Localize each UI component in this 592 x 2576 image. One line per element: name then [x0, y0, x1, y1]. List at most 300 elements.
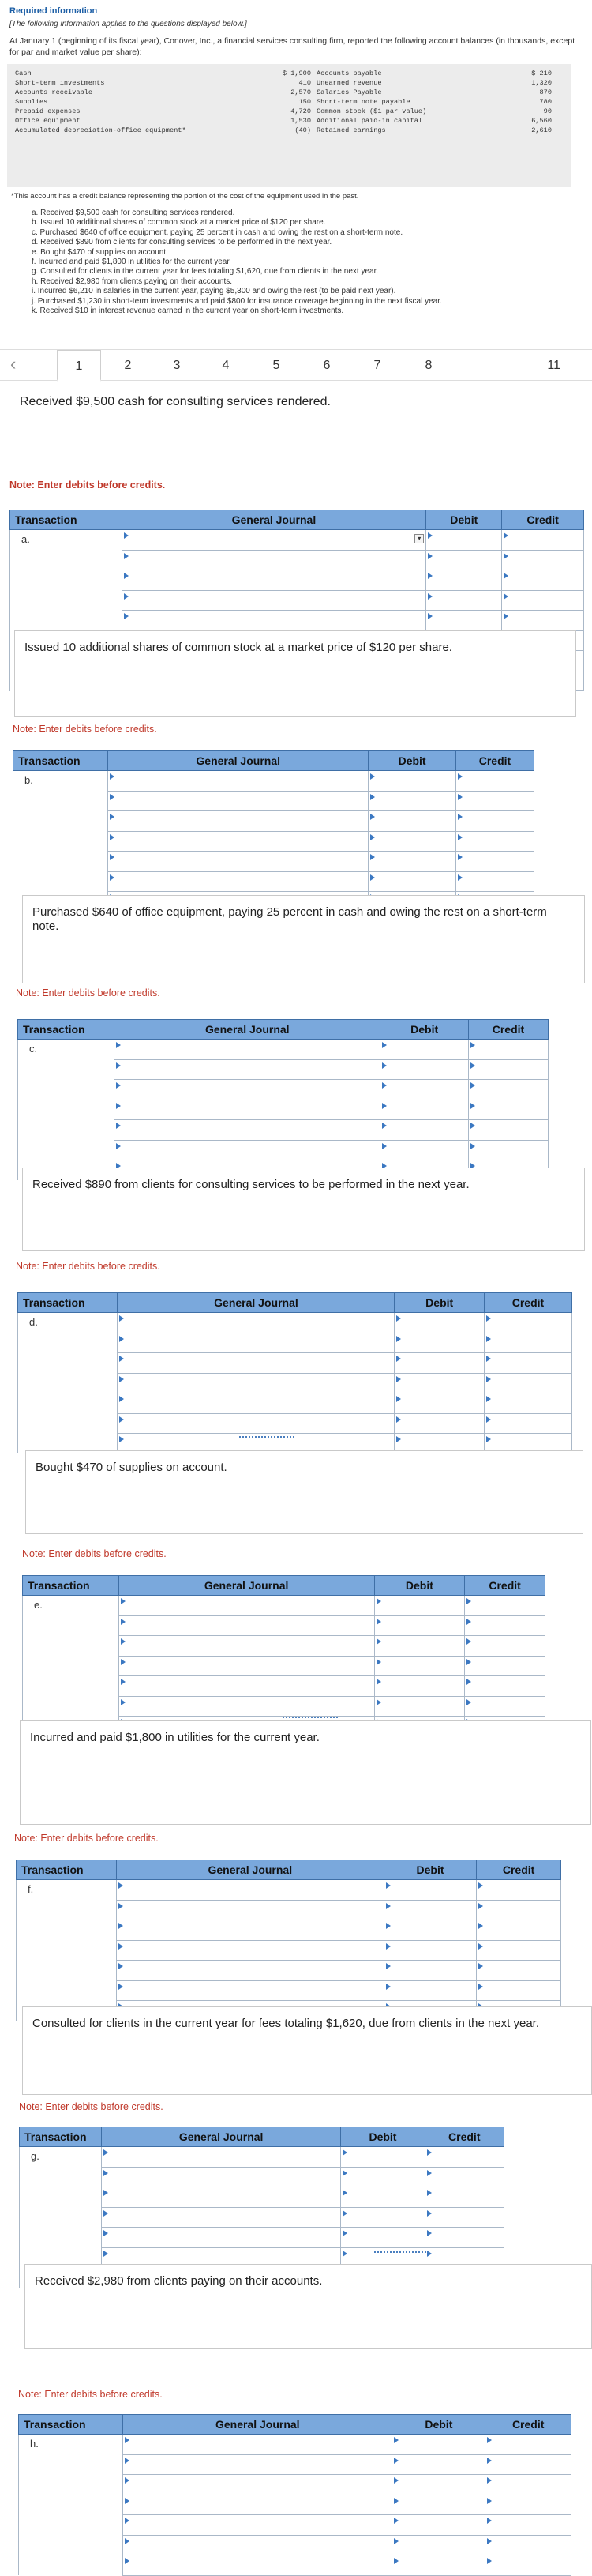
- transaction-label: [20, 2207, 102, 2228]
- debit-input[interactable]: [426, 611, 502, 631]
- debit-input[interactable]: [369, 831, 456, 852]
- transaction-label: [18, 1373, 118, 1393]
- transaction-label: [20, 2167, 102, 2187]
- transaction-tab-navigation: [0, 349, 592, 381]
- credit-header: Credit: [484, 1293, 571, 1313]
- account-select[interactable]: [114, 1120, 380, 1141]
- debit-input[interactable]: [426, 570, 502, 591]
- debit-input[interactable]: [426, 530, 502, 551]
- journal-row: [10, 550, 584, 570]
- transaction-label: [13, 831, 108, 852]
- debit-input[interactable]: [369, 871, 456, 892]
- transaction-label: [19, 2535, 123, 2555]
- journal-row: [18, 1313, 572, 1333]
- debits-before-credits-note: Note: Enter debits before credits.: [22, 1548, 167, 1559]
- transaction-header: Transaction: [23, 1576, 119, 1596]
- scroll-anchor-marker: [239, 1436, 294, 1438]
- debit-input[interactable]: [392, 2515, 485, 2536]
- transaction-header: Transaction: [17, 1860, 117, 1880]
- debit-input[interactable]: [374, 1615, 465, 1636]
- account-select[interactable]: [118, 1636, 374, 1657]
- transaction-label: [18, 1413, 118, 1434]
- transaction-label: f.: [17, 1880, 117, 1901]
- journal-row: [20, 2207, 504, 2228]
- debit-input[interactable]: [392, 2495, 485, 2515]
- transaction-label: [19, 2515, 123, 2536]
- debit-input[interactable]: [384, 1880, 476, 1901]
- credit-input[interactable]: [484, 1413, 571, 1434]
- credit-input[interactable]: [425, 2167, 504, 2187]
- journal-row: [19, 2435, 571, 2455]
- credit-input[interactable]: [455, 811, 534, 832]
- debits-before-credits-note: Note: Enter debits before credits.: [16, 1261, 160, 1272]
- required-information-title: Required information: [9, 6, 98, 16]
- journal-row: [19, 2555, 571, 2576]
- credit-input[interactable]: [468, 1120, 548, 1141]
- right-account-labels: Accounts payable Unearned revenue Salaries Payable Short-term note payable Common stock ($1 par value) Additional paid-in capital Retained earnings: [317, 70, 427, 134]
- account-select[interactable]: [114, 1080, 380, 1100]
- account-select[interactable]: [108, 831, 369, 852]
- general-journal-header: General Journal: [114, 1020, 380, 1040]
- journal-row: [13, 852, 534, 872]
- account-select[interactable]: [118, 1696, 374, 1717]
- transaction-label: [10, 611, 122, 631]
- debit-header: Debit: [384, 1860, 476, 1880]
- transaction-label: [19, 2454, 123, 2475]
- account-select[interactable]: [118, 1393, 395, 1414]
- credit-input[interactable]: [465, 1636, 545, 1657]
- debit-input[interactable]: [341, 2228, 425, 2248]
- debit-header: Debit: [374, 1576, 465, 1596]
- debit-input[interactable]: [395, 1413, 484, 1434]
- transaction-description: Issued 10 additional shares of common stock at a market price of $120 per share.: [14, 630, 576, 717]
- event-item: c. Purchased $640 of office equipment, paying 25 percent in cash and owing the rest on a short-term note.: [32, 228, 403, 237]
- credit-input[interactable]: [502, 611, 584, 631]
- debit-input[interactable]: [392, 2454, 485, 2475]
- transaction-header: Transaction: [18, 1020, 114, 1040]
- credit-input[interactable]: [485, 2535, 571, 2555]
- account-select[interactable]: [116, 1880, 384, 1901]
- journal-row: [13, 831, 534, 852]
- account-select[interactable]: [108, 791, 369, 811]
- general-journal-header: General Journal: [116, 1860, 384, 1880]
- journal-row: [18, 1413, 572, 1434]
- transaction-label: [17, 1940, 117, 1961]
- journal-row: [18, 1333, 572, 1353]
- transaction-description: Consulted for clients in the current year for fees totaling $1,620, due from clients in the next year.: [22, 2006, 592, 2095]
- transaction-header: Transaction: [20, 2127, 102, 2147]
- account-select[interactable]: [118, 1353, 395, 1374]
- debits-before-credits-note: Note: Enter debits before credits.: [14, 1833, 159, 1844]
- tab-4[interactable]: 4: [222, 359, 230, 372]
- credit-input[interactable]: [465, 1656, 545, 1676]
- credit-input[interactable]: [455, 791, 534, 811]
- credit-input[interactable]: [468, 1100, 548, 1120]
- credit-input[interactable]: [425, 2187, 504, 2208]
- credit-input[interactable]: [502, 570, 584, 591]
- credit-input[interactable]: [468, 1040, 548, 1060]
- transaction-header: Transaction: [10, 510, 122, 530]
- journal-row: [23, 1615, 545, 1636]
- caret-down-icon[interactable]: ▾: [414, 534, 424, 543]
- journal-row: [18, 1059, 549, 1080]
- debit-input[interactable]: [395, 1333, 484, 1353]
- journal-row: [18, 1140, 549, 1160]
- credit-input[interactable]: [465, 1696, 545, 1717]
- transaction-label: [18, 1080, 114, 1100]
- account-select[interactable]: [123, 2515, 392, 2536]
- journal-row: [20, 2147, 504, 2168]
- transaction-header: Transaction: [19, 2415, 123, 2435]
- general-journal-header: General Journal: [108, 751, 369, 771]
- journal-row: [10, 590, 584, 611]
- event-item: e. Bought $470 of supplies on account.: [32, 247, 168, 257]
- credit-input[interactable]: [502, 530, 584, 551]
- debit-input[interactable]: [384, 1940, 476, 1961]
- debits-before-credits-note: Note: Enter debits before credits.: [13, 724, 157, 735]
- journal-row: [17, 1880, 561, 1901]
- account-select[interactable]: [101, 2187, 341, 2208]
- credit-input[interactable]: [502, 590, 584, 611]
- account-select[interactable]: [108, 771, 369, 792]
- scroll-anchor-marker: [374, 2251, 429, 2253]
- account-select[interactable]: [101, 2228, 341, 2248]
- journal-row: [19, 2454, 571, 2475]
- credit-input[interactable]: [455, 831, 534, 852]
- transaction-label: [19, 2495, 123, 2515]
- credit-input[interactable]: [468, 1140, 548, 1160]
- transaction-label: [18, 1333, 118, 1353]
- journal-row: [17, 1900, 561, 1920]
- account-select[interactable]: [118, 1656, 374, 1676]
- account-select[interactable]: [118, 1615, 374, 1636]
- account-select[interactable]: [118, 1373, 395, 1393]
- event-item: a. Received $9,500 cash for consulting services rendered.: [32, 209, 235, 217]
- debit-input[interactable]: [426, 590, 502, 611]
- account-select[interactable]: [122, 570, 426, 591]
- debits-before-credits-note: Note: Enter debits before credits.: [19, 2101, 163, 2112]
- account-select[interactable]: [118, 1413, 395, 1434]
- debit-input[interactable]: [341, 2167, 425, 2187]
- credit-header: Credit: [465, 1576, 545, 1596]
- debit-input[interactable]: [392, 2475, 485, 2495]
- debit-input[interactable]: [380, 1100, 469, 1120]
- transaction-events-list: [32, 209, 592, 316]
- debit-input[interactable]: [384, 1900, 476, 1920]
- transaction-label: [13, 871, 108, 892]
- account-select[interactable]: [123, 2475, 392, 2495]
- debit-input[interactable]: [426, 550, 502, 570]
- general-journal-table: [18, 2414, 571, 2576]
- debit-input[interactable]: [384, 1980, 476, 2001]
- left-account-values: $ 1,900 410 2,570 150 4,720 1,530 (40): [282, 70, 311, 134]
- debit-input[interactable]: [380, 1140, 469, 1160]
- event-item: g. Consulted for clients in the current year for fees totaling $1,620, due from clients in the next year.: [32, 267, 379, 276]
- transaction-label: [13, 791, 108, 811]
- transaction-label: [23, 1696, 119, 1717]
- tab-3[interactable]: 3: [173, 359, 181, 372]
- debit-input[interactable]: [341, 2147, 425, 2168]
- account-select[interactable]: [114, 1040, 380, 1060]
- credit-input[interactable]: [477, 1920, 561, 1941]
- debit-input[interactable]: [380, 1080, 469, 1100]
- transaction-description: Received $2,980 from clients paying on their accounts.: [24, 2264, 592, 2349]
- account-select[interactable]: [123, 2454, 392, 2475]
- tab-6[interactable]: 6: [323, 359, 331, 372]
- account-select[interactable]: [116, 1920, 384, 1941]
- debits-before-credits-note: Note: Enter debits before credits.: [18, 2389, 163, 2400]
- transaction-label: c.: [18, 1040, 114, 1060]
- credit-input[interactable]: [468, 1080, 548, 1100]
- credit-input[interactable]: [465, 1676, 545, 1697]
- account-select[interactable]: [118, 1333, 395, 1353]
- credit-input[interactable]: [468, 1059, 548, 1080]
- right-account-values: $ 210 1,320 870 780 90 6,560 2,610: [531, 70, 552, 134]
- credit-input[interactable]: [465, 1596, 545, 1616]
- journal-row: [23, 1696, 545, 1717]
- credit-input[interactable]: [465, 1615, 545, 1636]
- credit-input[interactable]: [455, 852, 534, 872]
- credit-input[interactable]: [484, 1333, 571, 1353]
- event-item: j. Purchased $1,230 in short-term investments and paid $800 for insurance coverage beginning in the next fiscal year.: [32, 296, 442, 306]
- credit-header: Credit: [468, 1020, 548, 1040]
- credit-input[interactable]: [477, 1900, 561, 1920]
- debit-input[interactable]: [341, 2187, 425, 2208]
- journal-row: [19, 2515, 571, 2536]
- account-select[interactable]: [123, 2435, 392, 2455]
- credit-input[interactable]: [502, 550, 584, 570]
- credit-input[interactable]: [425, 2228, 504, 2248]
- transaction-label: g.: [20, 2147, 102, 2168]
- transaction-label: [17, 1900, 117, 1920]
- account-select[interactable]: [114, 1140, 380, 1160]
- transaction-header: Transaction: [13, 751, 108, 771]
- credit-input[interactable]: [485, 2475, 571, 2495]
- credit-input[interactable]: [484, 1393, 571, 1414]
- debit-input[interactable]: [395, 1373, 484, 1393]
- account-select[interactable]: [114, 1059, 380, 1080]
- left-account-labels: Cash Short-term investments Accounts receivable Supplies Prepaid expenses Office equipment Accumulated depreciation-office equipment*: [15, 70, 186, 134]
- credit-input[interactable]: [477, 1880, 561, 1901]
- tab-1[interactable]: 1: [57, 350, 101, 382]
- info-note: [The following information applies to the questions displayed below.]: [9, 20, 247, 28]
- credit-header: Credit: [477, 1860, 561, 1880]
- journal-row: [20, 2187, 504, 2208]
- credit-input[interactable]: [455, 771, 534, 792]
- debit-header: Debit: [426, 510, 502, 530]
- journal-row: [18, 1080, 549, 1100]
- journal-row: [23, 1656, 545, 1676]
- journal-row: [18, 1353, 572, 1374]
- account-select[interactable]: [116, 1980, 384, 2001]
- transaction-label: [17, 1980, 117, 2001]
- debit-input[interactable]: [384, 1920, 476, 1941]
- debit-input[interactable]: [392, 2435, 485, 2455]
- account-select[interactable]: [123, 2495, 392, 2515]
- journal-row: [19, 2475, 571, 2495]
- debit-input[interactable]: [374, 1636, 465, 1657]
- transaction-label: e.: [23, 1596, 119, 1616]
- credit-input[interactable]: [484, 1353, 571, 1374]
- account-select[interactable]: [101, 2207, 341, 2228]
- debit-input[interactable]: [369, 811, 456, 832]
- account-select[interactable]: [108, 871, 369, 892]
- debit-input[interactable]: [369, 852, 456, 872]
- journal-row: [18, 1373, 572, 1393]
- transaction-label: [18, 1059, 114, 1080]
- general-journal-header: General Journal: [122, 510, 426, 530]
- account-select[interactable]: [123, 2535, 392, 2555]
- debit-header: Debit: [380, 1020, 469, 1040]
- transaction-label: [17, 1920, 117, 1941]
- account-select[interactable]: [122, 550, 426, 570]
- transaction-label: [19, 2555, 123, 2576]
- journal-row: [10, 570, 584, 591]
- event-item: f. Incurred and paid $1,800 in utilities for the current year.: [32, 258, 231, 267]
- tab-11[interactable]: 11: [547, 359, 560, 372]
- credit-input[interactable]: [485, 2454, 571, 2475]
- transaction-label: a.: [10, 530, 122, 551]
- credit-header: Credit: [485, 2415, 571, 2435]
- transaction-label: [20, 2228, 102, 2248]
- debit-input[interactable]: [395, 1393, 484, 1414]
- debit-input[interactable]: [341, 2207, 425, 2228]
- question-header: [0, 0, 592, 58]
- credit-input[interactable]: [485, 2515, 571, 2536]
- scroll-anchor-marker: [283, 1717, 338, 1718]
- journal-row: [13, 771, 534, 792]
- transaction-description: Received $890 from clients for consulting services to be performed in the next year.: [22, 1168, 585, 1251]
- debit-input[interactable]: [395, 1313, 484, 1333]
- account-select[interactable]: [101, 2147, 341, 2168]
- journal-row: [23, 1636, 545, 1657]
- credit-input[interactable]: [484, 1313, 571, 1333]
- event-item: h. Received $2,980 from clients paying on their accounts.: [32, 276, 233, 286]
- credit-input[interactable]: [484, 1373, 571, 1393]
- debit-input[interactable]: [384, 1961, 476, 1981]
- account-select[interactable]: [108, 852, 369, 872]
- debit-input[interactable]: [374, 1676, 465, 1697]
- transaction-label: [23, 1676, 119, 1697]
- tab-5[interactable]: 5: [272, 359, 280, 372]
- credit-input[interactable]: [477, 1980, 561, 2001]
- credit-input[interactable]: [477, 1940, 561, 1961]
- debit-input[interactable]: [392, 2555, 485, 2576]
- credit-header: Credit: [425, 2127, 504, 2147]
- account-select[interactable]: [116, 1961, 384, 1981]
- account-select[interactable]: [118, 1313, 395, 1333]
- debit-input[interactable]: [380, 1059, 469, 1080]
- general-journal-table: [16, 1860, 561, 2021]
- debit-header: Debit: [341, 2127, 425, 2147]
- debit-input[interactable]: [369, 771, 456, 792]
- debit-input[interactable]: [369, 791, 456, 811]
- debit-input[interactable]: [392, 2535, 485, 2555]
- event-item: b. Issued 10 additional shares of common stock at a market price of $120 per share.: [32, 218, 326, 228]
- journal-row: [23, 1596, 545, 1616]
- debit-input[interactable]: [380, 1040, 469, 1060]
- tab-8[interactable]: 8: [425, 359, 433, 372]
- general-journal-header: General Journal: [123, 2415, 392, 2435]
- transaction-label: d.: [18, 1313, 118, 1333]
- journal-row: [19, 2535, 571, 2555]
- general-journal-header: General Journal: [118, 1576, 374, 1596]
- journal-row: [19, 2495, 571, 2515]
- credit-input[interactable]: [477, 1961, 561, 1981]
- credit-input[interactable]: [455, 871, 534, 892]
- account-select[interactable]: [118, 1676, 374, 1697]
- event-item: d. Received $890 from clients for consulting services to be performed in the next year.: [32, 238, 332, 247]
- account-select[interactable]: [108, 811, 369, 832]
- debit-input[interactable]: [374, 1656, 465, 1676]
- account-select[interactable]: [122, 530, 426, 551]
- debit-input[interactable]: [395, 1353, 484, 1374]
- debit-input[interactable]: [380, 1120, 469, 1141]
- general-journal-table: [17, 1292, 572, 1454]
- journal-row: [20, 2167, 504, 2187]
- transaction-label: [23, 1656, 119, 1676]
- journal-row: [17, 1920, 561, 1941]
- credit-input[interactable]: [485, 2435, 571, 2455]
- transaction-label: [19, 2475, 123, 2495]
- credit-input[interactable]: [425, 2207, 504, 2228]
- journal-row: [17, 1980, 561, 2001]
- journal-row: [13, 791, 534, 811]
- credit-input[interactable]: [485, 2555, 571, 2576]
- account-select[interactable]: [114, 1100, 380, 1120]
- debit-header: Debit: [395, 1293, 484, 1313]
- transaction-label: [23, 1636, 119, 1657]
- debits-before-credits-note: Note: Enter debits before credits.: [16, 987, 160, 998]
- account-select[interactable]: [118, 1596, 374, 1616]
- debit-input[interactable]: [374, 1596, 465, 1616]
- account-select[interactable]: [123, 2555, 392, 2576]
- event-item: k. Received $10 in interest revenue earned in the current year on short-term investments.: [32, 306, 344, 316]
- transaction-label: [13, 811, 108, 832]
- transaction-label: [18, 1393, 118, 1414]
- credit-input[interactable]: [425, 2147, 504, 2168]
- debit-header: Debit: [392, 2415, 485, 2435]
- transaction-label: b.: [13, 771, 108, 792]
- credit-input[interactable]: [485, 2495, 571, 2515]
- intro-text: At January 1 (beginning of its fiscal year), Conover, Inc., a financial services consulting firm, reported the following account balances (in thousands, except for par and market value per share):: [9, 36, 575, 57]
- transaction-description: Received $9,500 cash for consulting services rendered.: [10, 385, 581, 439]
- transaction-label: [18, 1120, 114, 1141]
- transaction-description: Purchased $640 of office equipment, paying 25 percent in cash and owing the rest on a short-term note.: [22, 895, 585, 983]
- general-journal-table: [22, 1575, 545, 1737]
- transaction-label: [18, 1140, 114, 1160]
- journal-row: [20, 2228, 504, 2248]
- debit-input[interactable]: [374, 1696, 465, 1717]
- tab-2[interactable]: 2: [124, 359, 132, 372]
- transaction-description: Incurred and paid $1,800 in utilities for the current year.: [20, 1720, 591, 1825]
- account-select[interactable]: [122, 611, 426, 631]
- chevron-left-icon[interactable]: ‹: [10, 354, 17, 374]
- balance-footnote: *This account has a credit balance representing the portion of the cost of the equipment used in the past.: [11, 192, 359, 201]
- event-item: i. Incurred $6,210 in salaries in the current year, paying $5,300 and owing the rest (to be paid next year).: [32, 287, 396, 296]
- journal-row: [13, 811, 534, 832]
- account-select[interactable]: [116, 1900, 384, 1920]
- account-select[interactable]: [122, 590, 426, 611]
- account-select[interactable]: [101, 2167, 341, 2187]
- journal-row: [23, 1676, 545, 1697]
- general-journal-table: [13, 750, 534, 912]
- tab-7[interactable]: 7: [373, 359, 381, 372]
- journal-row: [18, 1393, 572, 1414]
- journal-row: [17, 1940, 561, 1961]
- general-journal-table: [17, 1019, 549, 1181]
- account-select[interactable]: [116, 1940, 384, 1961]
